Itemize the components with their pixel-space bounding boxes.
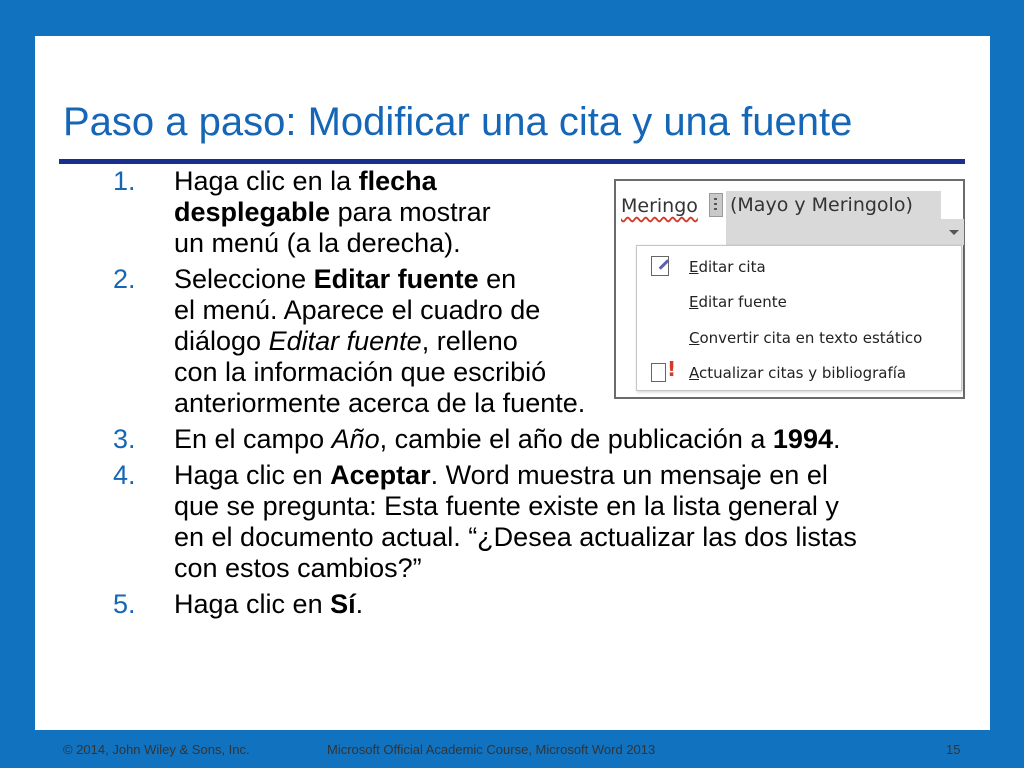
citation-text: (Mayo y Meringolo) bbox=[730, 194, 913, 216]
step-text: anteriormente acerca de la fuente. bbox=[174, 388, 586, 418]
step-bold: Sí bbox=[330, 589, 356, 619]
menu-item-edit-source[interactable]: Editar fuente bbox=[689, 293, 787, 311]
step-text: con la información que escribió bbox=[174, 357, 547, 387]
step-italic: Año bbox=[331, 424, 380, 454]
step-text: en bbox=[478, 264, 517, 294]
citation-options-menu bbox=[636, 245, 962, 391]
step-bold: desplegable bbox=[174, 197, 331, 227]
step-number: 4. bbox=[113, 460, 136, 490]
page-number: 15 bbox=[946, 742, 961, 757]
step-number: 2. bbox=[113, 264, 136, 294]
document-icon bbox=[651, 363, 666, 382]
step-text: para mostrar bbox=[330, 197, 491, 227]
step-text: en el documento actual. “¿Desea actualizar las dos listas bbox=[174, 522, 857, 552]
step-text: que se pregunta: Esta fuente existe en la lista general y bbox=[174, 491, 839, 521]
menu-item-edit-citation[interactable]: Editar cita bbox=[689, 258, 766, 276]
step-text: , cambie el año de publicación a bbox=[379, 424, 773, 454]
step-text: En el campo bbox=[174, 424, 332, 454]
footer-copyright: © 2014, John Wiley & Sons, Inc. bbox=[63, 742, 250, 757]
step-text: . bbox=[832, 424, 841, 454]
step-3 bbox=[109, 424, 989, 455]
citation-dropdown-arrow[interactable] bbox=[726, 219, 964, 245]
step-number: 3. bbox=[113, 424, 136, 454]
step-text: Haga clic en bbox=[174, 460, 331, 490]
step-text: , relleno bbox=[421, 326, 518, 356]
menu-item-convert-static[interactable]: Convertir cita en texto estático bbox=[689, 329, 923, 347]
step-bold: 1994 bbox=[772, 424, 833, 454]
step-5 bbox=[109, 589, 989, 620]
step-bold: Editar fuente bbox=[313, 264, 479, 294]
step-text: . bbox=[355, 589, 364, 619]
step-text: con estos cambios?” bbox=[174, 553, 422, 583]
footer-course: Microsoft Official Academic Course, Microsoft Word 2013 bbox=[327, 742, 656, 757]
step-italic: Editar fuente bbox=[268, 326, 422, 356]
step-number: 5. bbox=[113, 589, 136, 619]
step-bold: Aceptar bbox=[330, 460, 431, 490]
citation-menu-screenshot bbox=[614, 179, 965, 399]
slide-title: Paso a paso: Modificar una cita y una fuente bbox=[63, 100, 853, 144]
citation-field[interactable] bbox=[726, 191, 941, 219]
step-4 bbox=[109, 460, 989, 584]
step-text: Haga clic en la bbox=[174, 166, 359, 196]
step-text: el menú. Aparece el cuadro de bbox=[174, 295, 541, 325]
step-bold: flecha bbox=[358, 166, 437, 196]
citation-handle-icon[interactable] bbox=[709, 193, 723, 217]
step-text: diálogo bbox=[174, 326, 269, 356]
edit-citation-icon bbox=[651, 256, 669, 276]
step-text: Haga clic en bbox=[174, 589, 331, 619]
step-number: 1. bbox=[113, 166, 136, 196]
citation-author-text: Meringo bbox=[621, 195, 698, 217]
menu-item-update-citations[interactable]: Actualizar citas y bibliografía bbox=[689, 364, 907, 382]
step-text: . Word muestra un mensaje en el bbox=[430, 460, 828, 490]
exclamation-icon: ! bbox=[667, 357, 677, 381]
title-divider bbox=[59, 159, 965, 164]
slide bbox=[35, 36, 990, 757]
step-text: un menú (a la derecha). bbox=[174, 228, 461, 258]
step-text: Seleccione bbox=[174, 264, 314, 294]
